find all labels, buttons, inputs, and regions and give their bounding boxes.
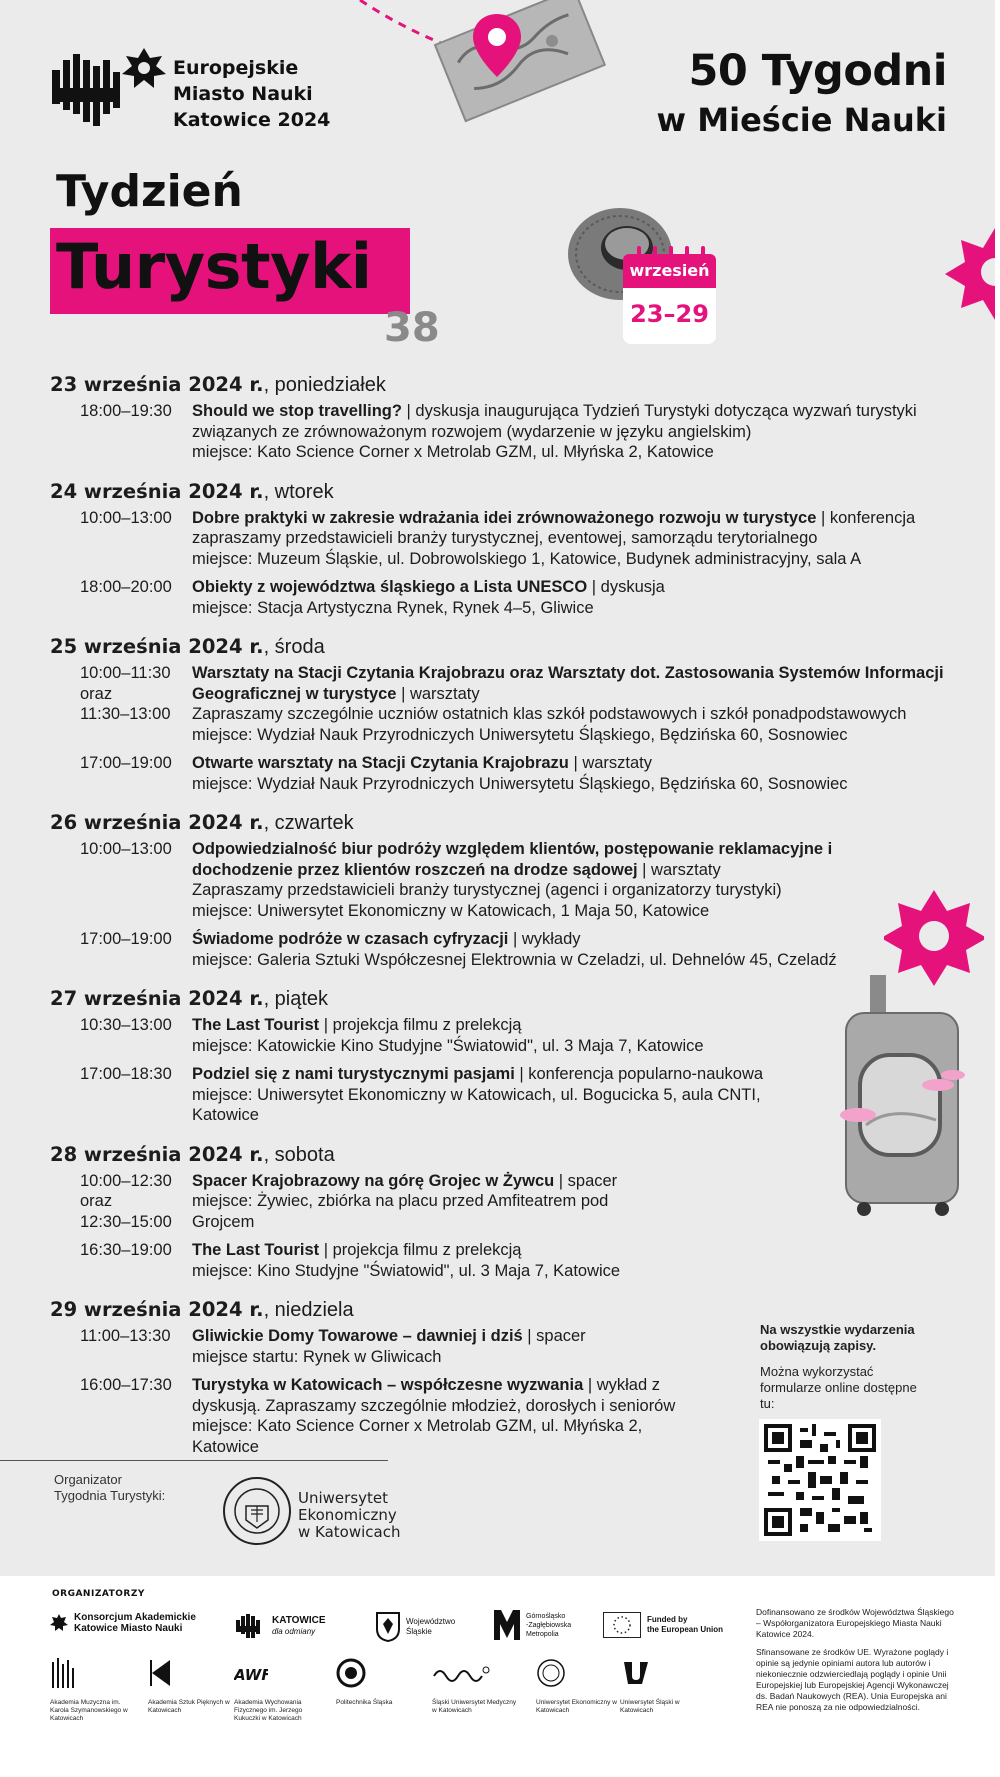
week-number: 38 bbox=[384, 305, 440, 351]
organizer-name-line: w Katowicach bbox=[298, 1523, 401, 1541]
event-type: | konferencja bbox=[816, 508, 916, 527]
event-body bbox=[192, 1171, 662, 1233]
event-type: | konferencja popularno-naukowa bbox=[514, 1065, 764, 1083]
event-time: 16:00–17:30 bbox=[80, 1376, 172, 1394]
svg-text:AWF: AWF bbox=[234, 1666, 268, 1684]
day-date: 23 września 2024 r. bbox=[50, 373, 264, 396]
event-time-slot: 10:00–12:30 bbox=[80, 1171, 172, 1190]
event-title: The Last Tourist bbox=[192, 1016, 320, 1034]
event bbox=[50, 1240, 970, 1281]
route-illustration bbox=[340, 0, 620, 170]
event-time bbox=[50, 663, 192, 745]
calendar-range: 23–29 bbox=[623, 288, 716, 344]
event-time-slot: 10:00–11:30 bbox=[80, 664, 171, 682]
university-logo bbox=[620, 1658, 710, 1715]
day-date: 29 września 2024 r. bbox=[50, 1298, 264, 1321]
partner-name: Katowice Miasto Nauki bbox=[74, 1623, 183, 1634]
event-place: miejsce: Kino Studyjne "Światowid", ul. 3 Maja 7, Katowice bbox=[192, 1261, 621, 1280]
calendar-badge bbox=[623, 246, 716, 344]
event-body bbox=[192, 839, 872, 921]
university-logo bbox=[234, 1658, 324, 1723]
event-time-and: oraz bbox=[80, 1192, 113, 1210]
event-body bbox=[192, 1375, 712, 1457]
day-title bbox=[50, 372, 970, 398]
university-name: Akademia Wychowania Fizycznego im. Jerzego Kukuczki w Katowicach bbox=[234, 1699, 303, 1722]
university-name: Politechnika Śląska bbox=[336, 1699, 393, 1706]
event bbox=[50, 929, 970, 970]
event bbox=[50, 663, 970, 745]
university-logo bbox=[336, 1658, 426, 1707]
university-logo bbox=[536, 1658, 626, 1715]
partner-name: dla odmiany bbox=[272, 1627, 316, 1636]
event-type: | spacer bbox=[554, 1171, 618, 1190]
organizer-label-line: Organizator bbox=[54, 1472, 122, 1487]
day-weekday: , niedziela bbox=[263, 1299, 354, 1321]
event-place: miejsce: Uniwersytet Ekonomiczny w Katowicach, 1 Maja 50, Katowice bbox=[192, 901, 710, 920]
calendar-ring bbox=[701, 246, 705, 260]
event-place: miejsce: Kato Science Corner x Metrolab GZM, ul. Młyńska 2, Katowice bbox=[192, 443, 714, 461]
event-time: 18:00–20:00 bbox=[80, 578, 172, 596]
event-time: 11:00–13:30 bbox=[80, 1327, 171, 1345]
event bbox=[50, 508, 970, 570]
event bbox=[50, 753, 970, 794]
event-title: Podziel się z nami turystycznymi pasjami bbox=[192, 1065, 515, 1083]
event-title: The Last Tourist bbox=[192, 1241, 320, 1259]
university-name: Uniwersytet Ekonomiczny w Katowicach bbox=[536, 1699, 617, 1714]
us-icon bbox=[620, 1658, 656, 1688]
day-weekday: , sobota bbox=[263, 1143, 335, 1166]
event-audience: zapraszamy przedstawicieli branży turystycznej, eventowej, samorządu terytorialnego bbox=[192, 529, 818, 547]
university-logo bbox=[50, 1658, 140, 1723]
event bbox=[50, 577, 970, 618]
day-title bbox=[50, 810, 970, 836]
event-body bbox=[192, 508, 970, 570]
partner-logo bbox=[603, 1612, 723, 1638]
day-block bbox=[50, 810, 970, 970]
event-place: miejsce: Muzeum Śląskie, ul. Dobrowolskiego 1, Katowice, Budynek administracyjny, sala A bbox=[192, 549, 862, 568]
partner-name: Śląskie bbox=[406, 1627, 432, 1636]
event-place: miejsce: Wydział Nauk Przyrodniczych Uniwersytetu Śląskiego, Będzińska 60, Sosnowiec bbox=[192, 774, 848, 793]
event-title: Spacer Krajobrazowy na górę Grojec w Żywcu bbox=[192, 1171, 555, 1190]
fine-arts-icon bbox=[148, 1658, 178, 1688]
event-body bbox=[192, 753, 970, 794]
campaign-title-line1: 50 Tygodni bbox=[688, 46, 947, 96]
day-weekday: , poniedziałek bbox=[263, 374, 386, 396]
event-time-and: oraz bbox=[80, 684, 113, 703]
event-title: Dobre praktyki w zakresie wdrażania idei zrównoważonego rozwoju w turystyce bbox=[192, 508, 817, 527]
page-title-line2: Turystyki bbox=[56, 230, 372, 303]
calendar-ring bbox=[685, 246, 689, 260]
divider bbox=[0, 1460, 388, 1461]
event-type: | projekcja filmu z prelekcją bbox=[319, 1241, 522, 1259]
organizer-name-line: Uniwersytet bbox=[298, 1489, 388, 1507]
partner-name: -Zagłębiowska Metropolia bbox=[526, 1621, 572, 1638]
flower-decoration-icon bbox=[884, 886, 984, 986]
partner-name: Konsorcjum Akademickie bbox=[74, 1612, 196, 1623]
silesia-coat-icon bbox=[376, 1612, 400, 1642]
partner-logo bbox=[376, 1612, 455, 1642]
event-title: Otwarte warsztaty na Stacji Czytania Krajobrazu bbox=[192, 754, 569, 772]
event-place: miejsce: Wydział Nauk Przyrodniczych Uniwersytetu Śląskiego, Będzińska 60, Sosnowiec bbox=[192, 725, 848, 744]
event-place: miejsce: Żywiec, zbiórka na placu przed Amfiteatrem pod Grojcem bbox=[192, 1192, 609, 1231]
organizer-name bbox=[298, 1490, 401, 1541]
calendar-month: wrzesień bbox=[623, 254, 716, 288]
footer-heading: ORGANIZATORZY bbox=[52, 1589, 145, 1599]
event-title: Turystyka w Katowicach – współczesne wyzwania bbox=[192, 1376, 584, 1394]
event-type: | spacer bbox=[522, 1327, 586, 1345]
event-body bbox=[192, 577, 970, 618]
calendar-ring bbox=[669, 246, 673, 260]
event-type: | projekcja filmu z prelekcją bbox=[319, 1016, 522, 1034]
event-place: miejsce: Galeria Sztuki Współczesnej Elektrownia w Czeladzi, ul. Dehnelów 45, Czeladź bbox=[192, 950, 837, 969]
event-place: miejsce startu: Rynek w Gliwicach bbox=[192, 1347, 442, 1366]
schedule bbox=[50, 372, 970, 1473]
university-name: Śląski Uniwersytet Medyczny w Katowicach bbox=[432, 1699, 517, 1714]
day-title bbox=[50, 1297, 970, 1323]
calendar-ring bbox=[653, 246, 657, 260]
event-type: | wykład z dyskusją. Zapraszamy szczególnie młodzież, dorosłych i seniorów bbox=[192, 1376, 676, 1415]
day-date: 24 września 2024 r. bbox=[50, 479, 264, 503]
day-date: 25 września 2024 r. bbox=[50, 635, 264, 658]
music-academy-icon bbox=[50, 1658, 76, 1688]
day-block bbox=[50, 372, 970, 463]
event-place: miejsce: Uniwersytet Ekonomiczny w Katowicach, ul. Bogucicka 5, aula CNTI, Katowice bbox=[192, 1085, 761, 1124]
university-name: Uniwersytet Śląski w Katowicach bbox=[620, 1699, 680, 1714]
university-logo bbox=[148, 1658, 238, 1715]
university-name: Akademia Muzyczna im. Karola Szymanowskiego w Katowicach bbox=[50, 1699, 128, 1722]
notice-bold: Na wszystkie wydarzenia obowiązują zapisy. bbox=[760, 1322, 915, 1353]
event-body bbox=[192, 929, 970, 970]
event-time: 10:00–13:00 bbox=[80, 840, 172, 858]
polsl-icon bbox=[336, 1658, 366, 1688]
logo-line: Katowice 2024 bbox=[173, 109, 331, 131]
event-title: Obiekty z województwa śląskiego a Lista UNESCO bbox=[192, 578, 588, 596]
eu-disclaimer: Sfinansowane ze środków UE. Wyrażone poglądy i opinie są jedynie opiniami autora lub autorów i niekoniecznie odzwierciedlają poglądy i opinie Unii Europejskiej lub Europejskiej Agencji Wykonawczej ds. Badań Naukowych (REA). Unia Europejska ani REA nie ponoszą za nie odpowiedzialności. bbox=[756, 1647, 949, 1712]
event-time: 10:00–13:00 bbox=[80, 508, 172, 527]
consortium-icon bbox=[50, 1614, 68, 1632]
suitcase-icon bbox=[828, 975, 978, 1225]
organizer-label bbox=[54, 1472, 165, 1504]
campaign-title bbox=[657, 44, 947, 142]
partner-logo bbox=[236, 1612, 326, 1640]
event-time: 10:30–13:00 bbox=[80, 1016, 172, 1034]
event-time: 17:00–18:30 bbox=[80, 1065, 172, 1083]
day-block bbox=[50, 479, 970, 619]
event-place: miejsce: Kato Science Corner x Metrolab GZM, ul. Młyńska 2, Katowice bbox=[192, 1417, 643, 1456]
event-title: Odpowiedzialność biur podróży względem klientów, postępowanie reklamacyjne i dochodzenie przez klientów roszczeń na drodze sądowej bbox=[192, 840, 833, 879]
partner-name: Województwo bbox=[406, 1617, 456, 1626]
emn-logo-text bbox=[173, 55, 330, 133]
event-time bbox=[50, 1171, 192, 1233]
calendar-ring bbox=[637, 246, 641, 260]
logo-line: Europejskie bbox=[173, 57, 299, 79]
sum-icon bbox=[432, 1658, 492, 1688]
event-type: | warsztaty bbox=[637, 860, 721, 879]
event bbox=[50, 401, 970, 463]
day-block bbox=[50, 634, 970, 794]
event-type: | wykłady bbox=[508, 930, 581, 948]
page-edge bbox=[995, 0, 1000, 1777]
partner-logo bbox=[494, 1610, 590, 1640]
day-weekday: , czwartek bbox=[263, 812, 354, 834]
organizer-name-line: Ekonomiczny bbox=[298, 1506, 397, 1524]
university-name: Akademia Sztuk Pięknych w Katowicach bbox=[148, 1699, 230, 1714]
metropolis-icon bbox=[494, 1610, 520, 1640]
funding-text: Dofinansowano ze środków Województwa Śląskiego – Współorganizatora Europejskiego Miasta Nauki Katowice 2024. bbox=[756, 1607, 954, 1639]
partner-name: Funded by bbox=[647, 1615, 688, 1624]
university-seal-icon bbox=[222, 1476, 292, 1546]
organizer-label-line: Tygodnia Turystyki: bbox=[54, 1488, 166, 1503]
event-body bbox=[192, 1240, 970, 1281]
day-date: 27 września 2024 r. bbox=[50, 987, 264, 1010]
event-type: | warsztaty bbox=[396, 684, 480, 703]
event-title: Should we stop travelling? bbox=[192, 402, 402, 420]
event-type: | warsztaty bbox=[568, 754, 653, 772]
qr-code-icon bbox=[764, 1424, 876, 1536]
event-type: | dyskusja inaugurująca Tydzień Turystyki dotycząca wyzwań turystyki związanych ze zrównoważonym rozwojem (wydarzenie w języku angielskim) bbox=[192, 402, 917, 441]
day-date: 26 września 2024 r. bbox=[50, 811, 264, 834]
event-type: | dyskusja bbox=[587, 578, 665, 596]
event-time: 16:30–19:00 bbox=[80, 1241, 172, 1259]
event-place: miejsce: Katowickie Kino Studyjne "Światowid", ul. 3 Maja 7, Katowice bbox=[192, 1036, 704, 1055]
day-weekday: , wtorek bbox=[263, 480, 334, 503]
notice-text: Można wykorzystać formularze online dostępne tu: bbox=[760, 1364, 917, 1411]
event-audience: Zapraszamy szczególnie uczniów ostatnich klas szkół podstawowych i szkół ponadpodstawowych bbox=[192, 705, 907, 723]
event bbox=[50, 839, 970, 921]
event-body bbox=[192, 663, 970, 745]
partner-logo bbox=[50, 1612, 196, 1634]
event-body bbox=[192, 1064, 812, 1126]
qr-code[interactable] bbox=[759, 1419, 881, 1541]
event-time: 17:00–19:00 bbox=[80, 930, 172, 948]
flower-decoration-icon bbox=[940, 222, 1000, 322]
emn-logo-icon bbox=[52, 48, 167, 126]
event-body bbox=[192, 401, 970, 463]
event-audience: Zapraszamy przedstawicieli branży turystycznej (agenci i organizatorzy turystyki) bbox=[192, 881, 782, 899]
event-time: 18:00–19:30 bbox=[80, 402, 172, 420]
event-title: Gliwickie Domy Towarowe – dawniej i dziś bbox=[192, 1327, 523, 1345]
day-weekday: , środa bbox=[263, 636, 325, 658]
event-time-slot: 11:30–13:00 bbox=[80, 705, 171, 723]
partner-name: the European Union bbox=[647, 1625, 723, 1634]
logo-line: Miasto Nauki bbox=[173, 83, 313, 105]
event-title: Świadome podróże w czasach cyfryzacji bbox=[192, 930, 509, 948]
katowice-icon bbox=[236, 1612, 266, 1640]
event-title: Warsztaty na Stacji Czytania Krajobrazu oraz Warsztaty dot. Zastosowania Systemów Informacji Geograficznej w turystyce bbox=[192, 664, 944, 703]
eu-flag-icon bbox=[603, 1612, 641, 1638]
event-time: 17:00–19:00 bbox=[80, 754, 172, 772]
funding-info bbox=[756, 1607, 956, 1720]
day-title bbox=[50, 479, 970, 505]
campaign-title-line2: w Mieście Nauki bbox=[656, 101, 947, 139]
partner-name: Górnośląsko bbox=[526, 1612, 566, 1620]
registration-notice bbox=[760, 1322, 930, 1412]
event-time-slot: 12:30–15:00 bbox=[80, 1212, 172, 1231]
awf-icon bbox=[234, 1658, 268, 1688]
page-title-line1: Tydzień bbox=[56, 166, 243, 217]
event-place: miejsce: Stacja Artystyczna Rynek, Rynek 4–5, Gliwice bbox=[192, 598, 594, 617]
partner-name: KATOWICE bbox=[272, 1615, 326, 1626]
ue-small-seal-icon bbox=[536, 1658, 566, 1688]
day-title bbox=[50, 634, 970, 660]
day-date: 28 września 2024 r. bbox=[50, 1142, 264, 1166]
university-logo bbox=[432, 1658, 522, 1715]
day-weekday: , piątek bbox=[263, 988, 329, 1010]
